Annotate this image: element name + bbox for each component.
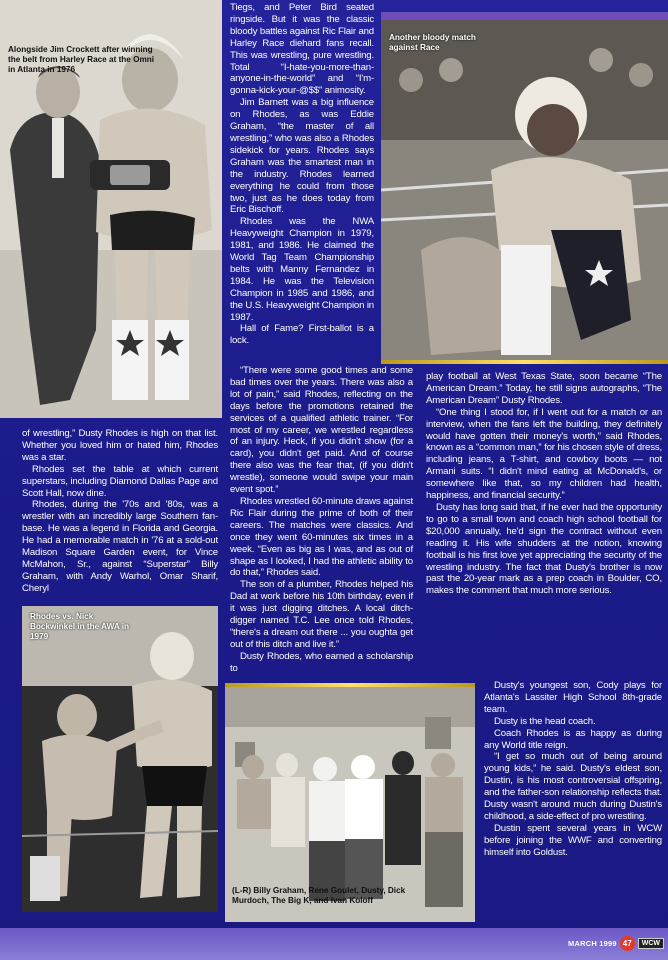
article-column-2-lower <box>230 365 413 675</box>
article-column-4 <box>484 680 662 859</box>
photo-bockwinkel <box>22 606 218 912</box>
issue-date: MARCH 1999 <box>568 939 617 948</box>
article-column-1 <box>22 428 218 595</box>
page-footer <box>0 928 668 960</box>
col1-para-1: of wrestling,” Dusty Rhodes is high on that list. Whether you loved him or hated him, Rhodes was a star. <box>22 428 218 463</box>
col2-para-5: “There were some good times and some bad times over the years. There was also a lot of pain,” said Rhodes, reflecting on the days before the promotions retained the services of a qualified athletic trainer. “For most of my career, we wrestled regardless of an injury. Heck, if you didn't show (for a card), you didn't get paid. And of course there also was the fear that, (if you didn't wrestle), someone would swipe your main event spot.” <box>230 365 413 496</box>
col1-para-2: Rhodes set the table at which current superstars, including Diamond Dallas Page and Scott Hall, now dine. <box>22 463 218 499</box>
page-number: 47 <box>620 936 635 951</box>
photo-bockwinkel-image <box>22 606 218 912</box>
article-column-3 <box>426 371 662 597</box>
caption-group: (L-R) Billy Graham, Rene Goulet, Dusty, Dick Murdoch, The Big K, and Ivan Koloff <box>232 886 406 905</box>
col3-para-3: Dusty has long said that, if he ever had the opportunity to go to a small town and coach high school football for $20,000 annually, he'd sign the contract without even reading it. His wife shudders at the notion, knowing football is his first love yet appreciating the security of the wrestling industry. The fact that Dusty's brother is now past the 20-year mark as a prep coach in Boulder, CO, makes the comment that much more serious. <box>426 501 662 597</box>
wcw-logo: WCW <box>638 938 664 949</box>
photo-bloody-match <box>381 20 668 360</box>
gold-accent-bar-bottom <box>225 683 475 687</box>
col3-para-1: play football at West Texas State, soon became “The American Dream.” Today, he still signs autographs, “The American Dream” Dusty Rhodes. <box>426 371 662 406</box>
caption-bockwinkel: Rhodes vs. Nick Bockwinkel in the AWA in 1979 <box>30 612 130 641</box>
col2-para-3: Rhodes was the NWA Heavyweight Champion in 1979, 1981, and 1986. He claimed the World Tag Team Championship belts with Manny Fernandez in 1984. He was the Television Champion in 1985 and 1986, and the U.S. Heavyweight Champion in 1987. <box>230 216 374 323</box>
col4-para-4: “I get so much out of being around young kids,” he said. Dusty's eldest son, Dustin, is his most controversial offspring, and the father-son relationship reflects that. Dusty wasn't around much during Dustin's childhood, a side-effect of pro wrestling. <box>484 751 662 822</box>
caption-bloody: Another bloody match against Race <box>389 33 476 52</box>
col2-para-4: Hall of Fame? First-ballot is a lock. <box>230 323 374 347</box>
col2-para-2: Jim Barnett was a big influence on Rhodes, as was Eddie Graham, “the master of all wrestling,” who was also a Rhodes sidekick for years. Rhodes says Graham was the smartest man in the industry. Rhodes learned everything he could from those two, just as he does today from Eric Bischoff. <box>230 97 374 216</box>
footer-info <box>568 936 664 951</box>
col4-para-1: Dusty's youngest son, Cody plays for Atlanta's Lassiter High School 8th-grade team. <box>484 680 662 715</box>
col2-para-8: Dusty Rhodes, who earned a scholarship to <box>230 650 413 674</box>
col3-para-2: “One thing I stood for, if I went out for a match or an interview, when the fans left the building, they definitely would have gotten their money's worth,” said Rhodes, known as a “common man,” for his chosen style of dress, including jeans, a T-shirt, and cowboy boots — not Armani suits. “I didn't mind eating at McDonald's, or somewhere like that, so my children had health, happiness, and financial security.” <box>426 406 662 502</box>
col4-para-5: Dustin spent several years in WCW before joining the WWF and converting himself into Goldust. <box>484 822 662 858</box>
caption-crockett: Alongside Jim Crockett after winning the belt from Harley Race at the Omni in Atlanta in 1976 <box>8 45 155 74</box>
col2-para-1: Tiegs, and Peter Bird seated ringside. But it was the classic bloody battles against Ric Flair and Harley Race diehard fans recall. This was wrestling, pure wrestling. Total “I-hate-you-more-than-anyone-in-the-world” and “I'm-gonna-kick-your-@$$” animosity. <box>230 2 374 97</box>
col2-para-7: The son of a plumber, Rhodes helped his Dad at work before his 10th birthday, even if it was just digging ditches. A local ditch-digger named T.C. Lee once told Rhodes, “there's a dream out there ... you oughta get out of this ditch and live it.” <box>230 579 413 650</box>
gold-accent-bar-top <box>381 360 668 364</box>
col1-para-3: Rhodes, during the '70s and '80s, was a wrestler with an incredibly large Southern fan-base. He was a legend in Florida and Georgia. He had a memorable match in '76 at a sold-out Madison Square Garden event, for Vince McMahon, Sr., against “Superstar” Billy Graham, with Andy Warhol, Omar Sharif, Cheryl <box>22 499 218 594</box>
purple-accent-bar-top <box>381 12 668 20</box>
col4-para-3: Coach Rhodes is as happy as during any World title reign. <box>484 727 662 751</box>
article-column-2 <box>230 2 374 347</box>
photo-bloody-image <box>381 20 668 360</box>
col4-para-2: Dusty is the head coach. <box>494 715 596 727</box>
col2-para-6: Rhodes wrestled 60-minute draws against Ric Flair during the prime of both of their careers. The matches were classics. And once they went 60-minutes six times in a week. “Even as big as I was, and as out of shape as I looked, I had the athletic ability to do that,” Rhodes said. <box>230 495 413 579</box>
